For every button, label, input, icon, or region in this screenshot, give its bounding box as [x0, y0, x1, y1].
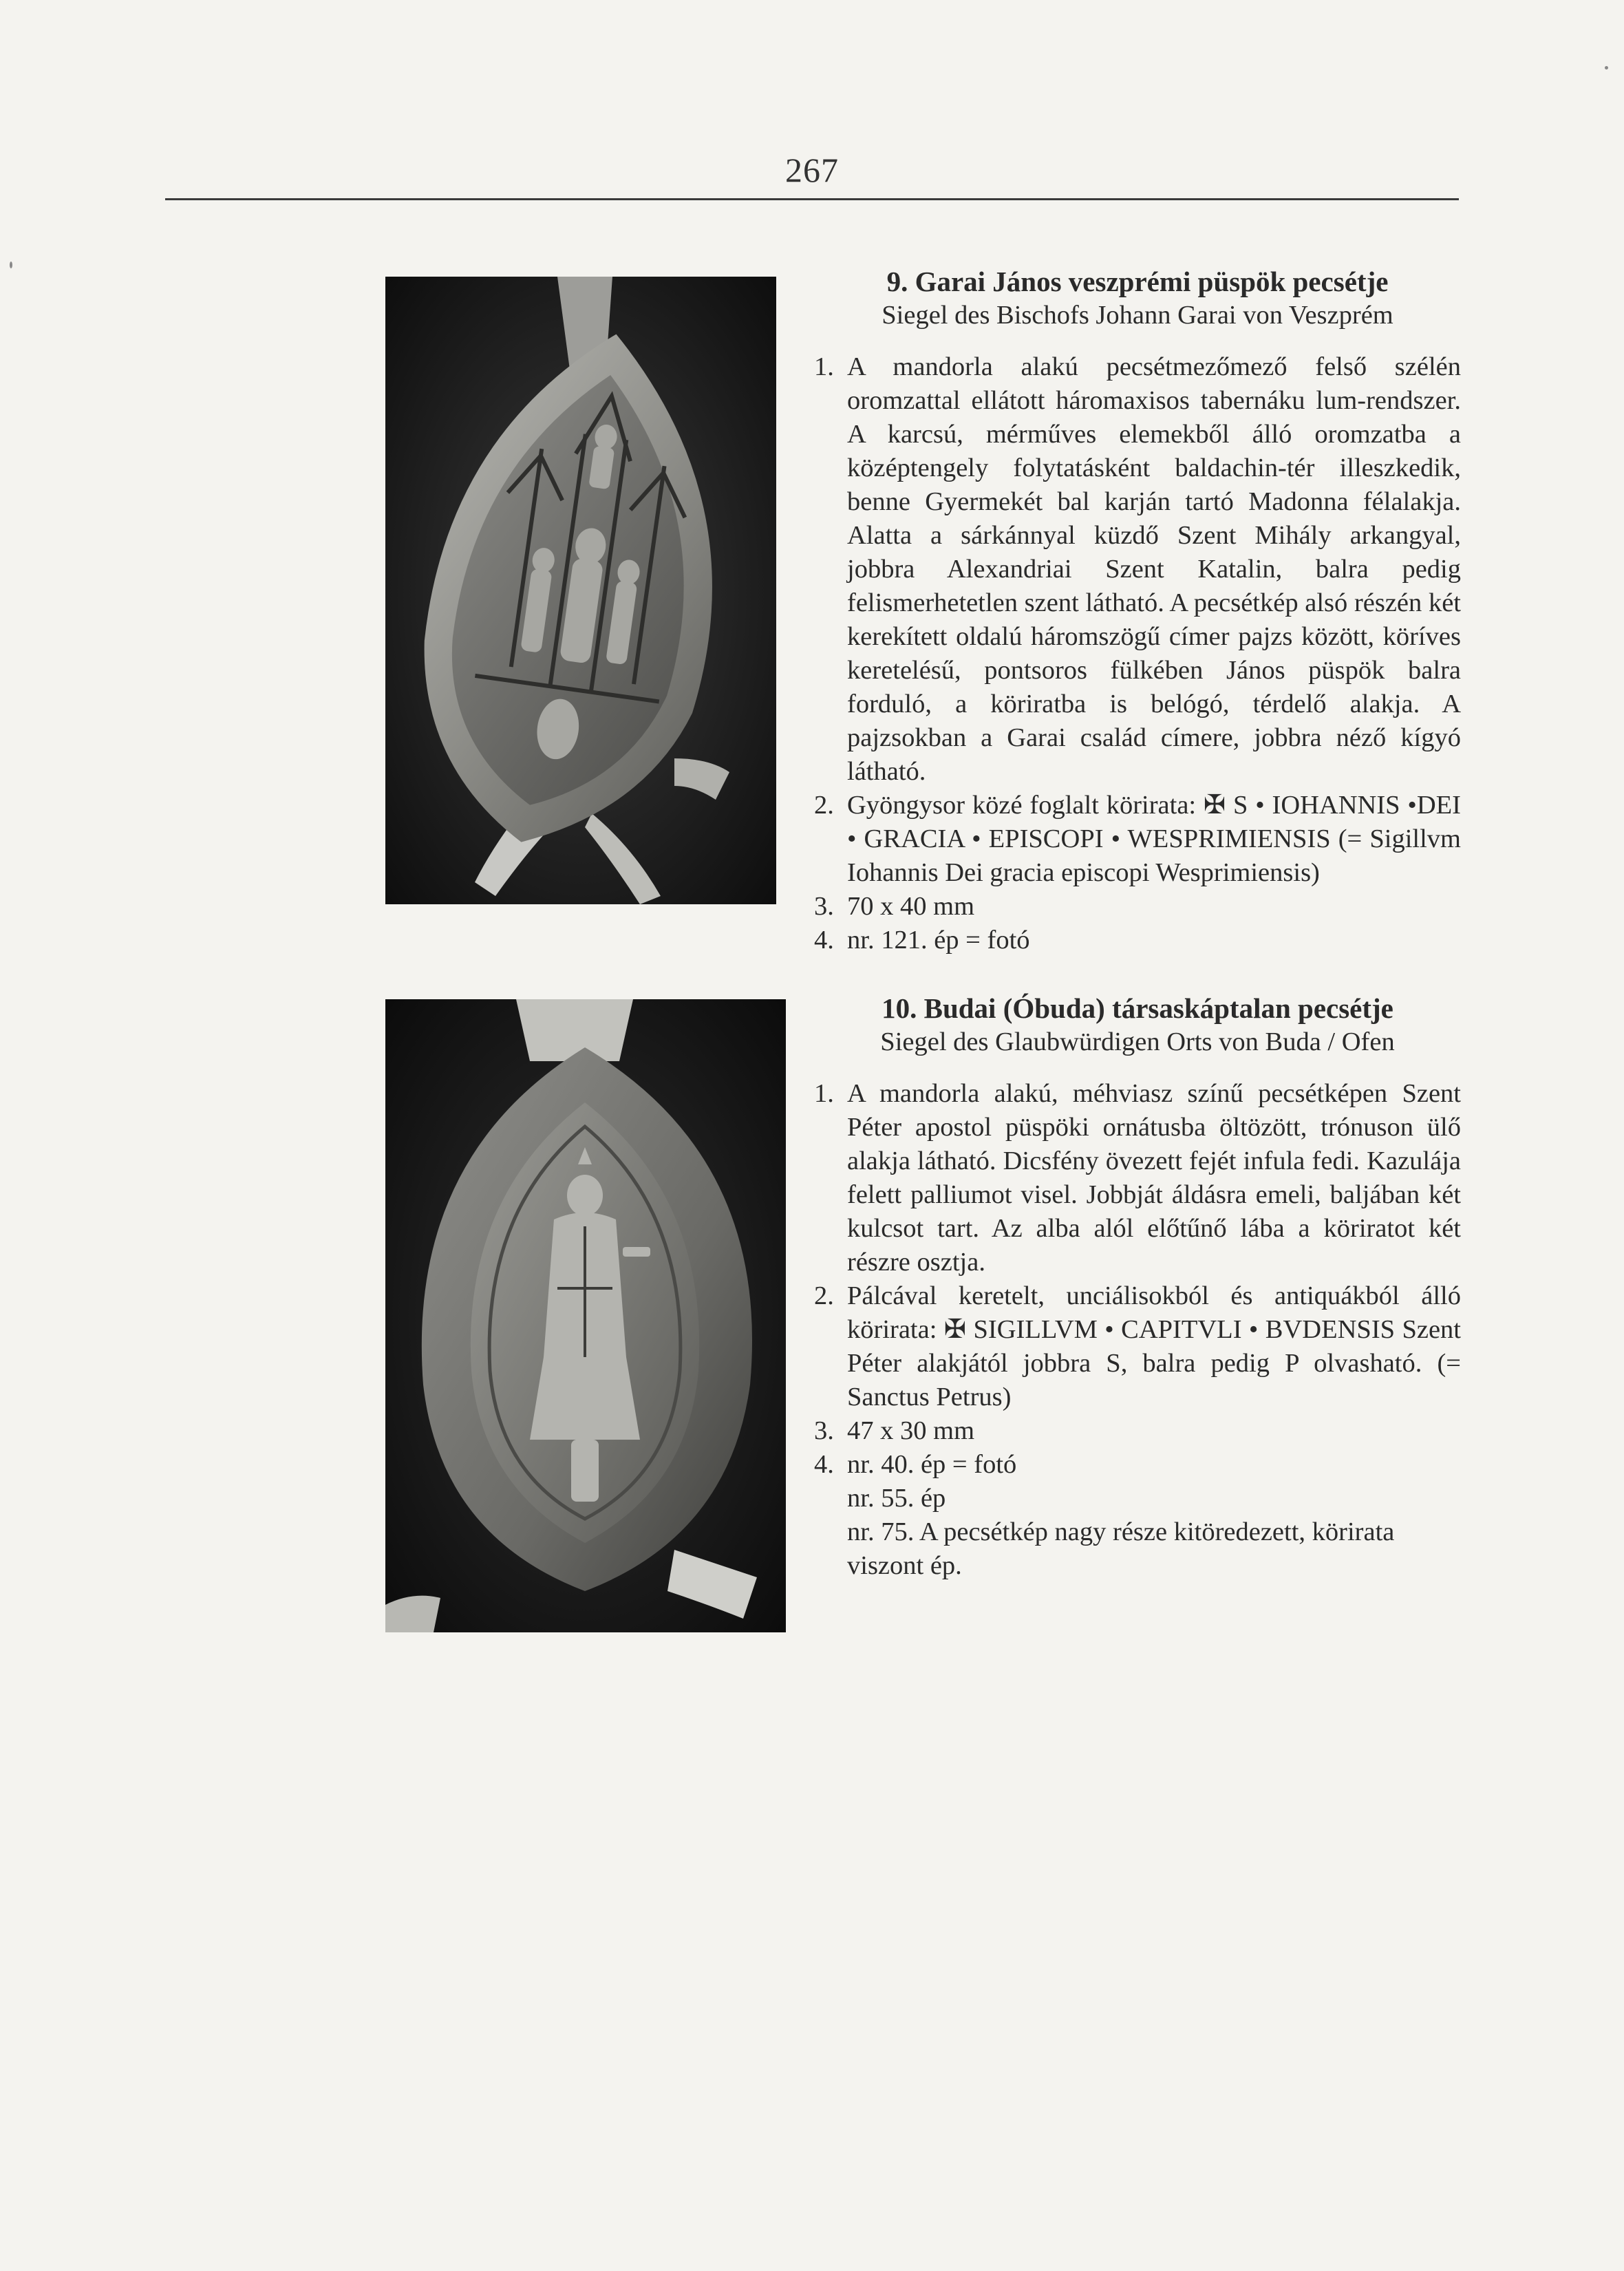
item-number: 2. — [814, 1281, 834, 1310]
entry-item-description — [814, 350, 1461, 789]
item-text: 70 x 40 mm — [847, 892, 975, 921]
entry-item-reference — [814, 1448, 1461, 1482]
header-rule — [165, 198, 1459, 200]
catalog-entry-10 — [814, 991, 1461, 1583]
entry-item-description — [814, 1077, 1461, 1279]
item-text: A mandorla alakú, méhviasz színű pecsétképen Szent Péter apostol püspöki ornátusba öltözött, trónuson ülő alakja látható. Dicsfény övezett fejét infula fedi. Kazulája felett palliumot visel. Jobbját áldásra emeli, baljában két kulcsot tart. Az alba alól előtűnő lába a köriratot két részre osztja. — [847, 1079, 1461, 1277]
entry-title: 10. Budai (Óbuda) társaskáptalan pecsétje — [882, 992, 1393, 1024]
item-text: Gyöngysor közé foglalt körirata: ✠ S • IOHANNIS •DEI • GRACIA • EPISCOPI • WESPRIMIENSIS (= Sigillvm Iohannis Dei gracia episcopi Wesprimiensis) — [847, 791, 1461, 887]
seal-photo-garai-janos-icon — [385, 277, 776, 904]
entry-item-reference — [814, 924, 1461, 957]
reference-continuation: nr. 55. ép — [847, 1484, 946, 1513]
seal-photo-budai-kaptalan — [385, 999, 786, 1632]
item-text: 47 x 30 mm — [847, 1416, 975, 1445]
item-text: A mandorla alakú pecsétmezőmező felső szélén oromzattal ellátott háromaxisos tabernáku lum-rendszer. A karcsú, mérműves elemekből álló oromzatba a középtengely folytatásként baldachin-tér illeszkedik, benne Gyermekét bal karján tartó Madonna félalakja. Alatta a sárkánnyal küzdő Szent Mihály arkangyal, jobbra Alexandriai Szent Katalin, balra pedig felismerhetetlen szent látható. A pecsétkép alsó részén két kerekített oldalú háromszögű címer pajzs között, köríves keretelésű, pontsoros fülkében János püspök balra forduló, a köriratba is belógó, térdelő alakja. A pajzsokban a Garai család címere, jobbra néző kígyó látható. — [847, 352, 1461, 786]
entry-item-inscription — [814, 789, 1461, 890]
scan-speck — [10, 262, 12, 268]
entry-title: 9. Garai János veszprémi püspök pecsétje — [886, 266, 1389, 297]
item-text: nr. 40. ép = fotó — [847, 1450, 1017, 1479]
item-number: 3. — [814, 1416, 834, 1445]
entry-subtitle: Siegel des Glaubwürdigen Orts von Buda / Ofen — [880, 1027, 1395, 1056]
page-number: 267 — [785, 151, 839, 189]
item-number: 4. — [814, 1450, 834, 1479]
seal-photo-garai-janos — [385, 277, 776, 904]
item-number: 1. — [814, 352, 834, 381]
reference-continuation: nr. 75. A pecsétkép nagy része kitöredezett, körirata viszont ép. — [847, 1517, 1395, 1580]
entry-item-size — [814, 890, 1461, 924]
item-number: 2. — [814, 791, 834, 820]
entry-subtitle: Siegel des Bischofs Johann Garai von Veszprém — [882, 301, 1393, 330]
scan-speck — [1605, 66, 1608, 70]
catalog-entry-9 — [814, 264, 1461, 957]
item-text: Pálcával keretelt, unciálisokból és antiquákból álló körirata: ✠ SIGILLVM • CAPITVLI • BVDENSIS Szent Péter alakjától jobbra S, balra pedig P olvasható. (= Sanctus Petrus) — [847, 1281, 1461, 1411]
item-text: nr. 121. ép = fotó — [847, 926, 1030, 955]
entry-item-size — [814, 1414, 1461, 1448]
seal-photo-budai-kaptalan-icon — [385, 999, 786, 1632]
entry-item-inscription — [814, 1279, 1461, 1414]
item-number: 4. — [814, 926, 834, 955]
item-number: 1. — [814, 1079, 834, 1108]
item-number: 3. — [814, 892, 834, 921]
